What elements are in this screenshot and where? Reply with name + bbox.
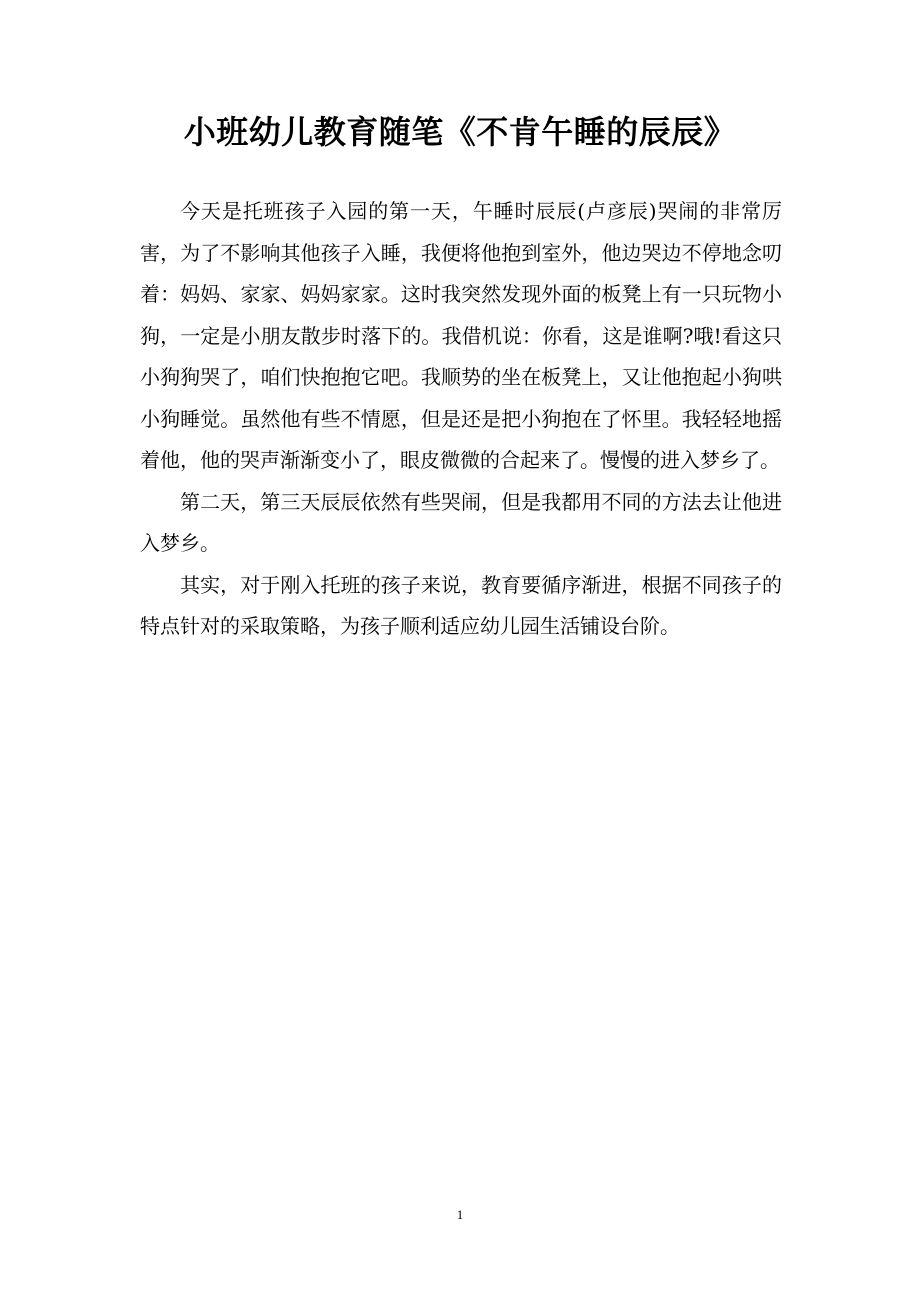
paragraph-2: 第二天，第三天辰辰依然有些哭闹，但是我都用不同的方法去让他进入梦乡。 xyxy=(140,489,782,555)
document-title: 小班幼儿教育随笔《不肯午睡的辰辰》 xyxy=(183,113,737,151)
page-number: 1 xyxy=(456,1207,464,1222)
paragraph-3: 其实，对于刚入托班的孩子来说，教育要循序渐进，根据不同孩子的特点针对的采取策略，为孩子顺利适应幼儿园生活铺设台阶。 xyxy=(140,572,782,638)
document-body xyxy=(140,191,782,648)
paragraph-1: 今天是托班孩子入园的第一天，午睡时辰辰(卢彦辰)哭闹的非常厉害，为了不影响其他孩子入睡，我便将他抱到室外，他边哭边不停地念叨着：妈妈、家家、妈妈家家。这时我突然发现外面的板凳上有一只玩物小狗，一定是小朋友散步时落下的。我借机说：你看，这是谁啊?哦!看这只小狗狗哭了，咱们快抱抱它吧。我顺势的坐在板凳上，又让他抱起小狗哄小狗睡觉。虽然他有些不情愿，但是还是把小狗抱在了怀里。我轻轻地摇着他，他的哭声渐渐变小了，眼皮微微的合起来了。慢慢的进入梦乡了。 xyxy=(140,199,782,472)
